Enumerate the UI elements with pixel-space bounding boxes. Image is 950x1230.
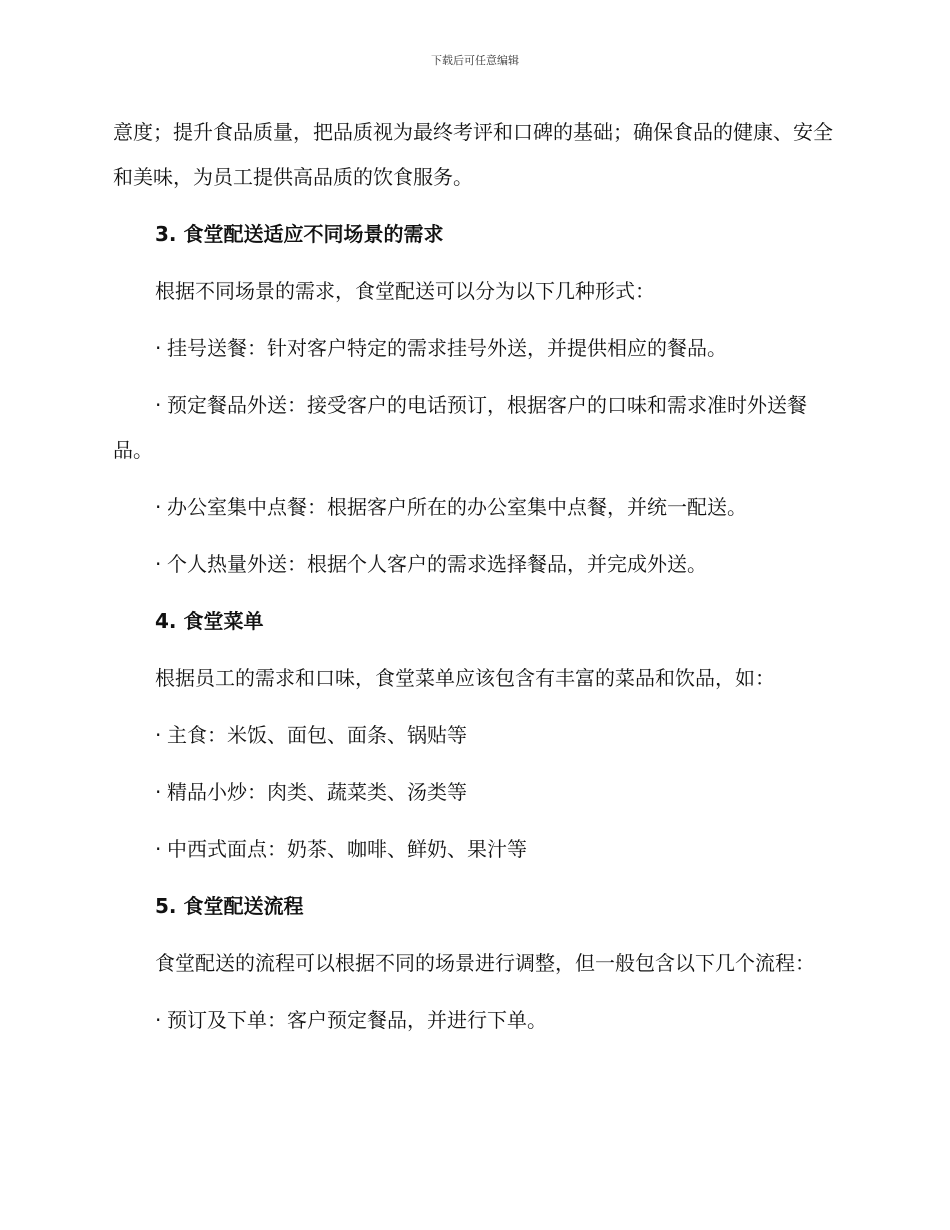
list-item <box>113 485 833 530</box>
paragraph-continuation: 意度；提升食品质量，把品质视为最终考评和口碑的基础；确保食品的健康、安全和美味，为员工提供高品质的饮食服务。 <box>113 120 833 189</box>
list-item-text: 中西式面点：奶茶、咖啡、鲜奶、果汁等 <box>167 837 527 861</box>
paragraph: 根据员工的需求和口味，食堂菜单应该包含有丰富的菜品和饮品，如： <box>155 666 775 690</box>
list-item <box>113 542 833 587</box>
list-item <box>113 998 833 1043</box>
page-header: 下载后可任意编辑 <box>431 54 519 67</box>
list-item-text: 挂号送餐：针对客户特定的需求挂号外送，并提供相应的餐品。 <box>167 336 727 360</box>
list-item-text: 预定餐品外送：接受客户的电话预订，根据客户的口味和需求准时外送餐品。 <box>113 393 807 462</box>
list-item <box>113 770 833 815</box>
list-item <box>113 713 833 758</box>
section-heading-5: 5. 食堂配送流程 <box>155 894 304 918</box>
bullet-icon: · <box>155 495 162 519</box>
list-item <box>113 827 833 872</box>
bullet-icon: · <box>155 393 162 417</box>
section-heading-3: 3. 食堂配送适应不同场景的需求 <box>155 222 444 246</box>
list-item-text: 精品小炒：肉类、蔬菜类、汤类等 <box>167 780 467 804</box>
bullet-icon: · <box>155 336 162 360</box>
list-item-text: 个人热量外送：根据个人客户的需求选择餐品，并完成外送。 <box>167 552 707 576</box>
bullet-icon: · <box>155 723 162 747</box>
bullet-icon: · <box>155 780 162 804</box>
bullet-icon: · <box>155 552 162 576</box>
bullet-icon: · <box>155 1008 162 1032</box>
list-item-text: 办公室集中点餐：根据客户所在的办公室集中点餐，并统一配送。 <box>167 495 747 519</box>
paragraph: 根据不同场景的需求，食堂配送可以分为以下几种形式： <box>155 279 655 303</box>
bullet-icon: · <box>155 837 162 861</box>
list-item-text: 主食：米饭、面包、面条、锅贴等 <box>167 723 467 747</box>
list-item <box>113 326 833 371</box>
document-body <box>113 110 833 1055</box>
paragraph: 食堂配送的流程可以根据不同的场景进行调整，但一般包含以下几个流程： <box>155 951 815 975</box>
list-item-text: 预订及下单：客户预定餐品，并进行下单。 <box>167 1008 547 1032</box>
section-heading-4: 4. 食堂菜单 <box>155 609 264 633</box>
list-item <box>113 383 833 473</box>
